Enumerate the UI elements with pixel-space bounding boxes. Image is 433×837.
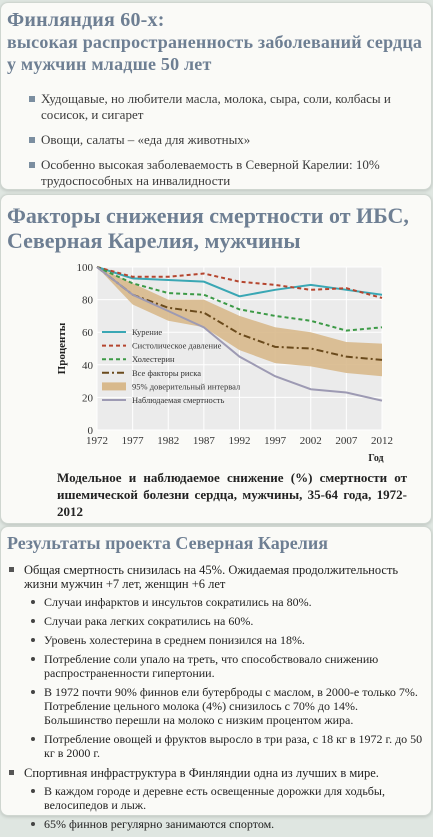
slide3-title: Результаты проекта Северная Карелия [7,533,328,553]
slide1-bullet: Худощавые, но любители масла, молока, сыра, соли, колбасы и сосисок, и сигарет [29,91,424,123]
result-item-text: Спортивная инфраструктура в Финляндии одна из лучших в мире. [24,766,379,780]
result-subitems [24,784,426,831]
legend-label: Наблюдаемая смертность [132,395,225,405]
slide1-bullet: Овощи, салаты – «еда для животных» [29,132,424,148]
result-subitem: Уровень холестерина в среднем понизился на 18%. [24,633,426,647]
chart-caption: Модельное и наблюдаемое снижение (%) смертности от ишемической болезни сердца, мужчины, 35-64 года, 1972-2012 [57,470,407,519]
legend-label: Все факторы риска [132,367,202,378]
result-item-text: Общая смертность снизилась на 45%. Ожидаемая продолжительность жизни мужчин +7 лет, женщин +6 лет [24,563,399,591]
slide1-bullet-list [29,91,424,198]
legend-swatch [102,382,126,390]
slide1-title: Финляндия 60-х: [7,9,165,31]
result-subitem: Случаи инфарктов и инсультов сократились на 80%. [24,595,426,609]
legend-label: Систолическое давление [132,340,222,351]
slide-chd-factors [0,194,432,524]
x-tick-label: 2002 [299,435,322,447]
result-item [6,766,426,831]
x-tick-label: 1987 [192,435,215,447]
x-tick-label: 2007 [335,435,358,447]
slide1-bullet: Особенно высокая заболеваемость в Северной Карелии: 10% трудоспособных на инвалидности [29,157,424,189]
y-tick-label: 40 [82,359,93,372]
result-subitem: 65% финнов регулярно занимаются спортом. [24,817,426,831]
x-tick-label: 1997 [264,435,287,447]
x-tick-label: 1977 [121,435,144,447]
y-tick-label: 80 [82,294,93,307]
slide-north-karelia-results [0,526,432,831]
x-axis-label: Год [368,453,384,464]
slide-finland-60s [0,2,432,190]
x-tick-label: 1982 [157,435,180,447]
x-tick-label: 1972 [86,435,108,447]
y-axis-label: Проценты [56,322,68,375]
result-subitem: В каждом городе и деревне есть освещенные дорожки для ходьбы, велосипедов и лыж. [24,784,426,812]
y-tick-label: 60 [82,327,93,340]
result-subitem: В 1972 почти 90% финнов ели бутерброды с маслом, в 2000-е только 7%. Потребление цельного молока (4%) снизилось с 70% до 14%. Большинство перешли на молоко с низким процентом жира. [24,685,426,727]
y-tick-label: 100 [76,262,93,274]
result-subitem: Потребление овощей и фруктов выросло в три раза, с 18 кг в 1972 г. до 50 кг в 2000 г. [24,732,426,760]
legend-label: 95% доверительный интервал [132,381,241,392]
result-subitems [24,595,426,760]
slide1-subtitle: высокая распространенность заболеваний сердца у мужчин младше 50 лет [7,32,423,74]
slide2-title: Факторы снижения смертности от ИБС, Северная Карелия, мужчины [7,203,409,253]
slide1-heading [7,9,431,75]
x-tick-label: 2012 [371,435,393,447]
y-tick-label: 20 [82,392,93,405]
chd-mortality-chart [1,255,431,465]
result-subitem: Случаи рака легких сократились на 60%. [24,614,426,628]
results-list [6,563,426,837]
y-tick-label: 0 [87,425,93,437]
x-tick-label: 1992 [228,435,251,447]
result-subitem: Потребление соли упало на треть, что способствовало снижению распространенности гипертонии. [24,652,426,680]
result-item [6,563,426,760]
legend-label: Холестерин [132,354,175,365]
legend-label: Курение [132,327,163,337]
